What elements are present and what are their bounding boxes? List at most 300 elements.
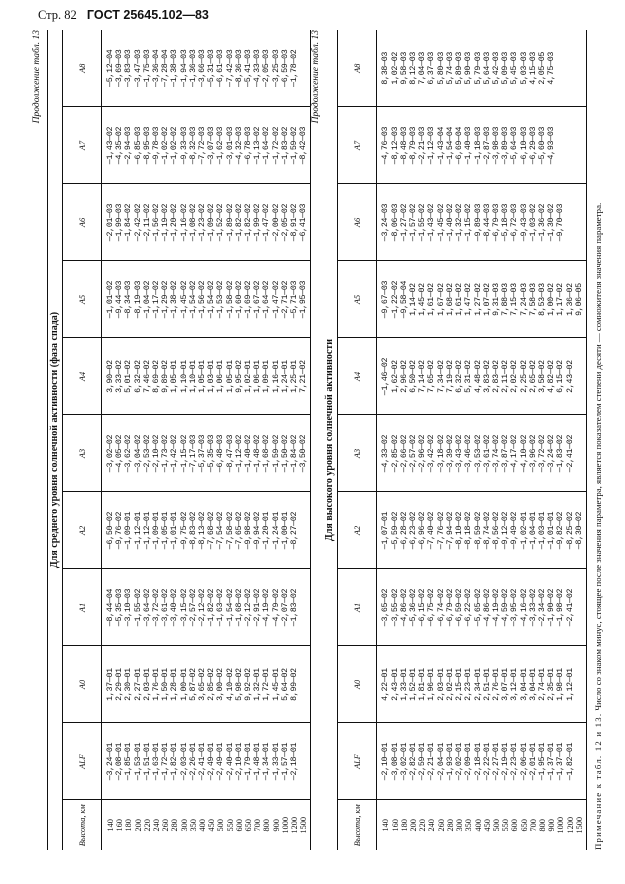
value-cell: —9,67—03 bbox=[377, 261, 391, 338]
value-cell: —4,79—02 bbox=[272, 569, 281, 646]
value-cell: —1,57—02 bbox=[409, 184, 418, 261]
height-cell: 280 bbox=[170, 800, 179, 850]
table-row bbox=[262, 30, 271, 850]
value-cell: —1,43—02 bbox=[427, 184, 436, 261]
value-cell: —2,96—02 bbox=[418, 415, 427, 492]
value-cell: —6,78—03 bbox=[244, 107, 253, 184]
column-header: A2 bbox=[338, 492, 377, 569]
value-cell: —1,01—01 bbox=[170, 492, 179, 569]
value-cell: —8,83—02 bbox=[189, 492, 198, 569]
value-cell: —1,64—02 bbox=[262, 107, 271, 184]
value-cell: 4,10—02 bbox=[226, 646, 235, 723]
value-cell: —5,35—03 bbox=[207, 415, 216, 492]
value-cell: —1,47—02 bbox=[262, 184, 271, 261]
value-cell: —2,04—01 bbox=[437, 723, 446, 800]
value-cell: —3,53—02 bbox=[474, 415, 483, 492]
value-cell: 2,05—05 bbox=[537, 51, 547, 85]
value-cell: 4,15—03 bbox=[528, 51, 538, 85]
value-cell bbox=[299, 646, 311, 723]
value-cell: —3,72—02 bbox=[152, 569, 161, 646]
height-cell: 700 bbox=[253, 800, 262, 850]
table-row bbox=[483, 30, 492, 850]
value-cell: —9,70—03 bbox=[556, 184, 565, 261]
value-cell: —7,40—02 bbox=[427, 492, 436, 569]
value-cell: 1,09—01 bbox=[262, 338, 271, 415]
value-cell: —4,19—02 bbox=[492, 569, 501, 646]
column-header: A6 bbox=[338, 184, 377, 261]
value-cell: 1,61—02 bbox=[455, 261, 464, 338]
value-cell: 2,30—01 bbox=[124, 646, 133, 723]
value-cell: 9,92—02 bbox=[244, 646, 253, 723]
value-cell: —6,85—03 bbox=[134, 107, 143, 184]
section-title: Для высокого уровня солнечной активности bbox=[324, 338, 336, 542]
table-row bbox=[170, 30, 179, 850]
table-row bbox=[400, 30, 409, 850]
value-cell: —1,01—02 bbox=[102, 261, 116, 338]
value-cell: —4,05—02 bbox=[115, 415, 124, 492]
value-cell: —3,55—02 bbox=[391, 569, 400, 646]
value-cell: —8,12—03 bbox=[391, 107, 400, 184]
value-cell: —6,59—02 bbox=[455, 569, 464, 646]
value-cell: —2,05—03 bbox=[262, 49, 272, 87]
value-cell: —2,10—01 bbox=[377, 723, 391, 800]
value-cell: —3,50—02 bbox=[299, 415, 311, 492]
table-row bbox=[501, 30, 510, 850]
table-note bbox=[593, 30, 604, 850]
value-cell: —8,91—02 bbox=[290, 184, 299, 261]
value-cell: 1,37—01 bbox=[102, 646, 116, 723]
value-cell: —1,73—02 bbox=[161, 415, 170, 492]
value-cell: —1,79—01 bbox=[244, 723, 253, 800]
value-cell: 2,96—02 bbox=[400, 338, 409, 415]
value-cell: —4,86—02 bbox=[400, 569, 409, 646]
value-cell: —9,58—04 bbox=[400, 261, 409, 338]
value-cell: —2,19—01 bbox=[501, 723, 510, 800]
height-cell: 600 bbox=[510, 800, 519, 850]
height-cell: 200 bbox=[134, 800, 143, 850]
height-cell: 600 bbox=[235, 800, 244, 850]
value-cell: 9,89—02 bbox=[161, 338, 170, 415]
value-cell: 2,85—02 bbox=[207, 646, 216, 723]
height-cell: 280 bbox=[446, 800, 455, 850]
value-cell: —1,55—02 bbox=[418, 184, 427, 261]
value-cell: —1,36—02 bbox=[538, 184, 547, 261]
value-cell: 5,31—02 bbox=[464, 338, 473, 415]
value-cell: —1,58—02 bbox=[226, 261, 235, 338]
value-cell: 5,74—03 bbox=[445, 51, 455, 85]
value-cell: —7,68—02 bbox=[207, 492, 216, 569]
table-row bbox=[207, 30, 216, 850]
value-cell: —4,33—02 bbox=[377, 415, 391, 492]
value-cell: —8,19—03 bbox=[134, 261, 143, 338]
value-cell: —8,44—03 bbox=[483, 184, 492, 261]
table-row bbox=[143, 30, 152, 850]
value-cell bbox=[299, 569, 311, 646]
value-cell: —3,24—02 bbox=[547, 415, 556, 492]
value-cell: —1,09—02 bbox=[207, 184, 216, 261]
value-cell: —2,18—01 bbox=[290, 723, 299, 800]
value-cell: 7,19—02 bbox=[446, 338, 455, 415]
value-cell: —5,60—03 bbox=[538, 107, 547, 184]
value-cell: —1,54—02 bbox=[226, 569, 235, 646]
value-cell: —2,41—02 bbox=[566, 415, 575, 492]
value-cell: —1,98—02 bbox=[556, 569, 565, 646]
height-cell: 1500 bbox=[299, 800, 311, 850]
value-cell: 8,69—02 bbox=[152, 338, 161, 415]
value-cell: —2,82—01 bbox=[409, 723, 418, 800]
value-cell: 4,22—01 bbox=[377, 646, 391, 723]
value-cell: —3,07—03 bbox=[207, 107, 216, 184]
value-cell: —6,75—02 bbox=[427, 569, 436, 646]
value-cell: —3,02—01 bbox=[400, 723, 409, 800]
value-cell: 1,27—02 bbox=[474, 261, 483, 338]
table-row bbox=[446, 30, 455, 850]
value-cell bbox=[575, 107, 587, 184]
height-cell: 450 bbox=[483, 800, 492, 850]
value-cell: 2,74—01 bbox=[538, 646, 547, 723]
value-cell: —6,74—02 bbox=[437, 569, 446, 646]
value-cell: 1,02—02 bbox=[390, 51, 400, 85]
table-row bbox=[547, 30, 556, 850]
height-cell: 260 bbox=[437, 800, 446, 850]
value-cell: 3,00—02 bbox=[216, 646, 225, 723]
table-row bbox=[566, 30, 575, 850]
value-cell: 5,01—02 bbox=[124, 338, 133, 415]
column-header: A0 bbox=[63, 646, 102, 723]
value-cell: —4,19—02 bbox=[262, 569, 271, 646]
value-cell: —1,01—01 bbox=[547, 492, 556, 569]
value-cell: 5,90—03 bbox=[464, 51, 474, 85]
value-cell: —2,09—01 bbox=[464, 723, 473, 800]
column-header: ALF bbox=[338, 723, 377, 800]
value-cell: —8,34—03 bbox=[124, 261, 133, 338]
table-row bbox=[464, 30, 473, 850]
value-cell: —2,41—01 bbox=[198, 723, 207, 800]
value-cell: 1,16—01 bbox=[272, 338, 281, 415]
column-header: A4 bbox=[338, 338, 377, 415]
value-cell: —1,93—01 bbox=[446, 723, 455, 800]
value-cell: 2,02—01 bbox=[446, 646, 455, 723]
value-cell: 1,98—01 bbox=[556, 646, 565, 723]
value-cell: 1,28—01 bbox=[170, 646, 179, 723]
value-cell: 2,03—01 bbox=[143, 646, 152, 723]
value-cell: 1,52—01 bbox=[409, 646, 418, 723]
value-cell: —1,47—02 bbox=[272, 261, 281, 338]
value-cell: 1,25—01 bbox=[290, 338, 299, 415]
column-header: A8 bbox=[63, 30, 102, 107]
value-cell: —1,56—02 bbox=[152, 184, 161, 261]
page-number: Стр. 82 bbox=[38, 8, 77, 22]
value-cell: —6,23—02 bbox=[409, 492, 418, 569]
value-cell: 1,45—02 bbox=[418, 261, 427, 338]
value-cell: —8,74—02 bbox=[483, 492, 492, 569]
table-row bbox=[180, 30, 189, 850]
value-cell: —6,96—02 bbox=[418, 492, 427, 569]
value-cell: —3,01—03 bbox=[226, 107, 235, 184]
value-cell: —8,36—03 bbox=[234, 49, 244, 87]
value-cell: —3,83—03 bbox=[124, 49, 134, 87]
value-cell: —2,07—02 bbox=[281, 569, 290, 646]
table-row bbox=[281, 30, 290, 850]
column-header: A5 bbox=[338, 261, 377, 338]
column-header: A4 bbox=[63, 338, 102, 415]
value-cell: 1,33—01 bbox=[400, 646, 409, 723]
value-cell: —5,64—03 bbox=[510, 107, 519, 184]
value-cell: 5,87—02 bbox=[189, 646, 198, 723]
value-cell: 3,33—02 bbox=[115, 338, 124, 415]
value-cell: —1,82—02 bbox=[235, 184, 244, 261]
value-cell: —2,21—03 bbox=[418, 107, 427, 184]
value-cell: —1,04—02 bbox=[143, 261, 152, 338]
value-cell: —2,05—02 bbox=[281, 184, 290, 261]
value-cell: 7,14—02 bbox=[418, 338, 427, 415]
value-cell: —2,21—01 bbox=[427, 723, 436, 800]
height-cell: 650 bbox=[244, 800, 253, 850]
height-cell: 700 bbox=[529, 800, 538, 850]
value-cell: 1,05—01 bbox=[226, 338, 235, 415]
value-cell: 3,12—01 bbox=[510, 646, 519, 723]
value-cell: —1,03—01 bbox=[538, 492, 547, 569]
value-cell: —2,49—01 bbox=[207, 723, 216, 800]
value-cell: —3,96—02 bbox=[529, 415, 538, 492]
height-cell: 200 bbox=[409, 800, 418, 850]
value-cell: —1,34—01 bbox=[262, 723, 271, 800]
value-cell: —2,06—01 bbox=[520, 723, 529, 800]
value-cell: —4,16—02 bbox=[520, 569, 529, 646]
value-cell: —1,68—02 bbox=[262, 415, 271, 492]
value-cell: —1,95—01 bbox=[538, 723, 547, 800]
value-cell: —3,87—02 bbox=[501, 415, 510, 492]
height-cell: 350 bbox=[464, 800, 473, 850]
value-cell: —6,79—03 bbox=[492, 184, 501, 261]
value-cell: 1,50—01 bbox=[161, 646, 170, 723]
value-cell: —5,35—03 bbox=[115, 569, 124, 646]
value-cell: 8,38—03 bbox=[381, 51, 391, 85]
value-cell: 2,35—01 bbox=[547, 646, 556, 723]
value-cell: —6,22—02 bbox=[464, 569, 473, 646]
value-cell: 7,88—03 bbox=[501, 261, 510, 338]
value-cell: —3,42—02 bbox=[427, 415, 436, 492]
value-cell: —1,50—02 bbox=[281, 415, 290, 492]
value-cell: —1,20—02 bbox=[170, 184, 179, 261]
table-row bbox=[124, 30, 133, 850]
value-cell: 3,65—02 bbox=[198, 646, 207, 723]
value-cell: —1,05—01 bbox=[161, 492, 170, 569]
value-cell: —6,59—03 bbox=[280, 49, 290, 87]
value-cell: —5,71—03 bbox=[290, 261, 299, 338]
value-cell: 7,04—03 bbox=[418, 51, 428, 85]
value-cell: —3,62—02 bbox=[124, 415, 133, 492]
note-lead: Примечание к табл. 12 и 13. bbox=[592, 712, 603, 850]
value-cell: 1,06—01 bbox=[253, 338, 262, 415]
value-cell: —5,41—03 bbox=[244, 49, 254, 87]
coefficients-table bbox=[62, 30, 311, 850]
value-cell: 3,07—01 bbox=[501, 646, 510, 723]
value-cell: —9,44—03 bbox=[115, 261, 124, 338]
standard-number: ГОСТ 25645.102—83 bbox=[86, 8, 209, 22]
value-cell: 1,45—01 bbox=[272, 646, 281, 723]
column-header: A7 bbox=[63, 107, 102, 184]
height-cell: 400 bbox=[198, 800, 207, 850]
height-cell: 220 bbox=[143, 800, 152, 850]
value-cell: —1,99—03 bbox=[115, 184, 124, 261]
value-cell: —7,72—03 bbox=[198, 107, 207, 184]
value-cell: 5,79—03 bbox=[473, 51, 483, 85]
value-cell: 1,47—02 bbox=[464, 261, 473, 338]
value-cell: 3,90—02 bbox=[102, 338, 116, 415]
value-cell: —2,01—01 bbox=[529, 723, 538, 800]
column-header: A5 bbox=[63, 261, 102, 338]
value-cell: 1,14—02 bbox=[409, 261, 418, 338]
value-cell: —3,61—02 bbox=[483, 415, 492, 492]
value-cell: —1,72—01 bbox=[161, 723, 170, 800]
value-cell: —1,99—02 bbox=[253, 184, 262, 261]
value-cell: —5,31—03 bbox=[207, 49, 217, 87]
value-cell: 7,58—03 bbox=[529, 261, 538, 338]
value-cell: 8,53—03 bbox=[538, 261, 547, 338]
value-cell: —1,84—02 bbox=[290, 415, 299, 492]
value-cell bbox=[299, 30, 311, 107]
height-cell: 240 bbox=[152, 800, 161, 850]
value-cell: —1,19—02 bbox=[161, 184, 170, 261]
table-row bbox=[474, 30, 483, 850]
value-cell: —1,53—02 bbox=[216, 261, 225, 338]
value-cell: 7,24—03 bbox=[520, 261, 529, 338]
column-header: A7 bbox=[338, 107, 377, 184]
value-cell: 2,03—01 bbox=[437, 646, 446, 723]
value-cell: —1,54—02 bbox=[189, 261, 198, 338]
table-row bbox=[409, 30, 418, 850]
value-cell: 3,83—02 bbox=[483, 338, 492, 415]
height-cell: 350 bbox=[189, 800, 198, 850]
value-cell: —5,18—03 bbox=[501, 184, 510, 261]
value-cell: —6,29—03 bbox=[529, 107, 538, 184]
value-cell: —5,65—02 bbox=[474, 569, 483, 646]
value-cell: —1,54—02 bbox=[207, 261, 216, 338]
height-cell: 1500 bbox=[575, 800, 587, 850]
value-cell: —3,98—03 bbox=[492, 107, 501, 184]
value-cell: —3,61—02 bbox=[161, 569, 170, 646]
value-cell: —6,79—02 bbox=[446, 569, 455, 646]
value-cell: —1,83—02 bbox=[281, 107, 290, 184]
value-cell bbox=[575, 723, 587, 800]
value-cell: —3,47—03 bbox=[133, 49, 143, 87]
value-cell: —1,63—01 bbox=[152, 723, 161, 800]
value-cell: —2,10—01 bbox=[235, 723, 244, 800]
value-cell: 1,05—01 bbox=[170, 338, 179, 415]
value-cell: —2,03—01 bbox=[180, 723, 189, 800]
value-cell: —8,48—03 bbox=[400, 107, 409, 184]
value-cell: —3,08—01 bbox=[391, 723, 400, 800]
value-cell: —8,27—02 bbox=[290, 492, 299, 569]
value-cell: 2,29—01 bbox=[115, 646, 124, 723]
value-cell: 5,45—03 bbox=[510, 51, 520, 85]
value-cell: 9,58—03 bbox=[399, 51, 409, 85]
value-cell: —2,10—02 bbox=[152, 415, 161, 492]
value-cell: —1,07—01 bbox=[377, 492, 391, 569]
value-cell: 5,64—02 bbox=[281, 646, 290, 723]
table-row bbox=[161, 30, 170, 850]
value-cell: 6,37—03 bbox=[427, 51, 437, 85]
value-cell: —2,02—01 bbox=[455, 723, 464, 800]
table-row bbox=[152, 30, 161, 850]
column-header: A2 bbox=[63, 492, 102, 569]
value-cell: —3,72—02 bbox=[538, 415, 547, 492]
value-cell: —7,17—03 bbox=[189, 415, 198, 492]
value-cell: 4,82—02 bbox=[547, 338, 556, 415]
height-cell: 1200 bbox=[290, 800, 299, 850]
value-cell: —6,10—03 bbox=[520, 107, 529, 184]
value-cell: —2,85—02 bbox=[391, 415, 400, 492]
value-cell: 2,65—02 bbox=[529, 338, 538, 415]
value-cell: 5,80—03 bbox=[436, 51, 446, 85]
value-cell bbox=[299, 492, 311, 569]
value-cell: 2,43—02 bbox=[566, 338, 575, 415]
value-cell: —1,67—02 bbox=[253, 261, 262, 338]
value-cell: —2,53—02 bbox=[143, 415, 152, 492]
value-cell: —6,48—03 bbox=[216, 415, 225, 492]
value-cell: 1,61—02 bbox=[427, 261, 436, 338]
value-cell: —1,36—03 bbox=[188, 49, 198, 87]
continuation-label: Продолжение табл. 13 bbox=[311, 30, 322, 124]
value-cell bbox=[566, 184, 575, 261]
value-cell: —9,94—02 bbox=[253, 492, 262, 569]
value-cell: 1,10—01 bbox=[180, 338, 189, 415]
value-cell: —6,72—03 bbox=[510, 184, 519, 261]
value-cell: 5,89—03 bbox=[455, 51, 465, 85]
table-row bbox=[226, 30, 235, 850]
value-cell: —2,27—01 bbox=[492, 723, 501, 800]
value-cell: 2,23—01 bbox=[464, 646, 473, 723]
table-row bbox=[244, 30, 253, 850]
value-cell: —3,74—02 bbox=[492, 415, 501, 492]
value-cell: 2,25—02 bbox=[520, 338, 529, 415]
value-cell: —7,94—02 bbox=[446, 492, 455, 569]
height-cell: 800 bbox=[538, 800, 547, 850]
value-cell: —8,56—02 bbox=[492, 492, 501, 569]
column-header: Высота, км bbox=[338, 800, 377, 850]
table-row bbox=[427, 30, 436, 850]
value-cell: —5,12—04 bbox=[106, 49, 115, 87]
value-cell: —1,75—03 bbox=[142, 49, 152, 87]
value-cell: —1,37—01 bbox=[556, 723, 565, 800]
value-cell: —1,43—04 bbox=[437, 107, 446, 184]
value-cell bbox=[566, 30, 575, 107]
value-cell: —7,58—02 bbox=[226, 492, 235, 569]
value-cell: 7,34—02 bbox=[437, 338, 446, 415]
value-cell: —2,23—01 bbox=[510, 723, 519, 800]
value-cell: 1,07—02 bbox=[483, 261, 492, 338]
value-cell: —1,43—02 bbox=[102, 107, 116, 184]
value-cell: —2,59—01 bbox=[418, 723, 427, 800]
value-cell: 5,98—02 bbox=[235, 646, 244, 723]
value-cell: —4,17—02 bbox=[510, 415, 519, 492]
value-cell: 1,10—01 bbox=[189, 338, 198, 415]
value-cell: —1,12—03 bbox=[427, 107, 436, 184]
value-cell: —6,69—04 bbox=[455, 107, 464, 184]
value-cell: —2,08—01 bbox=[115, 723, 124, 800]
value-cell: —8,18—02 bbox=[464, 492, 473, 569]
table-row bbox=[198, 30, 207, 850]
value-cell: —9,76—02 bbox=[115, 492, 124, 569]
value-cell: —1,56—02 bbox=[198, 261, 207, 338]
value-cell: 5,42—03 bbox=[491, 51, 501, 85]
value-cell: —2,26—01 bbox=[189, 723, 198, 800]
value-cell: —1,29—02 bbox=[161, 261, 170, 338]
value-cell: —2,57—02 bbox=[409, 415, 418, 492]
value-cell: —4,35—02 bbox=[115, 107, 124, 184]
value-cell bbox=[556, 107, 565, 184]
